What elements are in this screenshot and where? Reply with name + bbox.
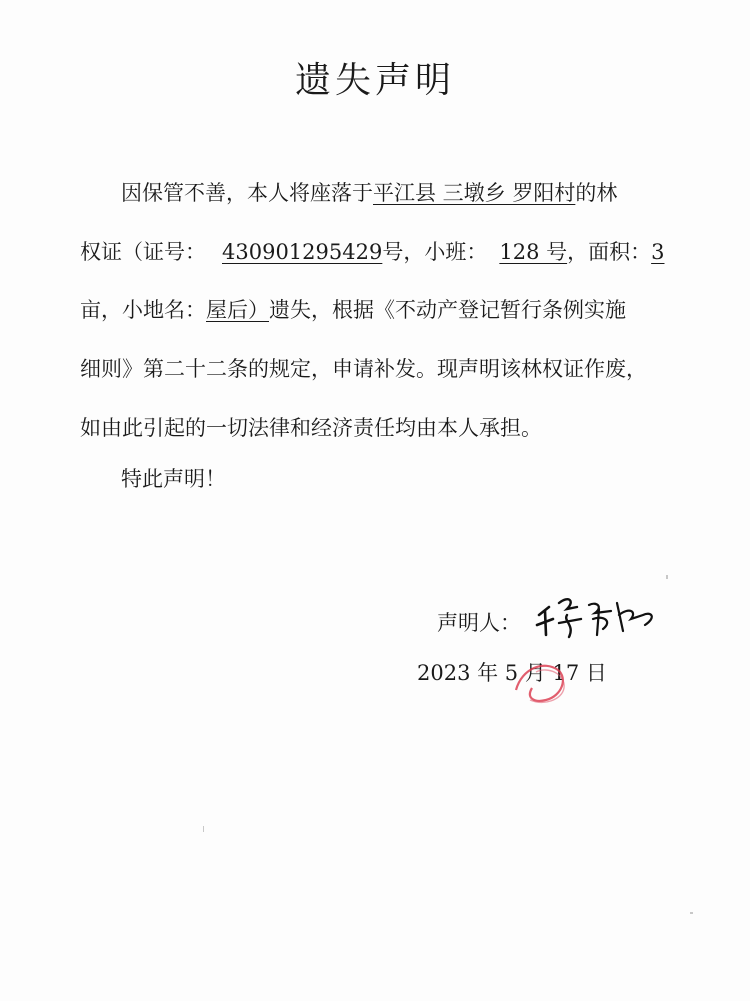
paper-speck — [203, 826, 204, 832]
location-field: 平江县 三墩乡 罗阳村 — [373, 181, 576, 205]
statement-text: ，面积： — [567, 240, 652, 264]
statement-line-1 — [121, 177, 617, 207]
paper-speck — [690, 912, 693, 914]
paper-speck — [666, 575, 668, 579]
declaration-date: 2023 年 5 月 17 日 — [417, 661, 607, 685]
area-field: 3 — [651, 240, 665, 264]
statement-text: 的林 — [575, 181, 618, 205]
place-name-field: 屋后） — [206, 298, 269, 322]
statement-line-4: 细则》第二十二条的规定，申请补发。现声明该林权证作废， — [80, 357, 647, 381]
statement-text: 因保管不善，本人将座落于 — [121, 181, 373, 205]
handwritten-signature — [533, 585, 663, 645]
stamp-mark — [496, 650, 586, 710]
document-title: 遗失声明 — [294, 60, 455, 101]
statement-text: 遗失，根据《不动产登记暂行条例实施 — [269, 298, 626, 322]
statement-text: 亩，小地名： — [80, 298, 206, 322]
statement-text: 号，小班： — [382, 240, 488, 264]
statement-text: 权证（证号： — [80, 240, 206, 264]
statement-line-5: 如由此引起的一切法律和经济责任均由本人承担。 — [80, 416, 542, 440]
statement-line-2 — [80, 236, 664, 266]
closing-text: 特此声明！ — [121, 467, 226, 491]
statement-line-3 — [80, 294, 626, 324]
plot-number-field: 128 号 — [499, 240, 568, 264]
declarant-label: 声明人： — [437, 611, 521, 635]
certificate-number-field: 430901295429 — [222, 240, 383, 264]
